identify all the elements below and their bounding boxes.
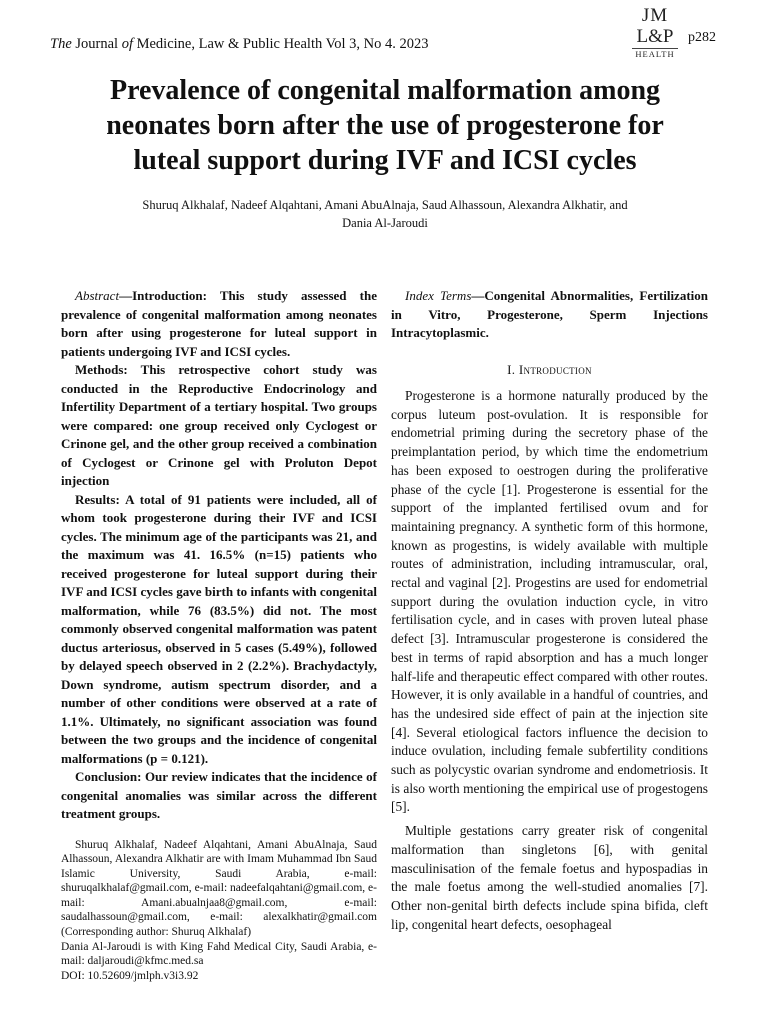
doi: DOI: 10.52609/jmlph.v3i3.92 (61, 969, 199, 982)
abstract-results: Results: A total of 91 patients were included, all of whom took progesterone during their IVF and ICSI cycles. The minimum age of the participants was 21, and the maximum was 41. 16.5% (n=15) patients who received progesterone for luteal support during their IVF and ICSI cycles gave birth to infants with congenital malformation, while 76 (83.5%) did not. The most commonly observed congenital malformation was patent ductus arteriosus, observed in 5 cases (5.49%), followed by delayed speech observed in 2 (2.2%). Brachydactyly, Down syndrome, autism spectrum disorder, and a number of other conditions were observed at a rate of 1.1%. Ultimately, no significant association was found between the two groups and the incidence of congenital malformations (p = 0.121). (61, 491, 377, 766)
title-line-1: Prevalence of congenital malformation among (109, 75, 661, 106)
journal-name-b: Medicine, Law & Public Health Vol 3, No 4. 2023 (136, 36, 429, 52)
logo-line-1: JM (641, 5, 669, 26)
journal-name-a: Journal (75, 36, 119, 52)
affiliation-2: Dania Al-Jaroudi is with King Fahd Medical City, Saudi Arabia, e-mail: daljaroudi@kfmc.med.sa (61, 940, 377, 968)
authors-line-2: Dania Al-Jaroudi (342, 216, 428, 230)
title-line-3: luteal support during IVF and ICSI cycles (133, 145, 637, 176)
section-heading-introduction: I. Introduction (507, 361, 592, 377)
affiliation-1: Shuruq Alkhalaf, Nadeef Alqahtani, Amani AbuAlnaja, Saud Alhassoun, Alexandra Alkhatir are with Imam Muhammad Ibn Saud Islamic University, Saudi Arabia, e-mail: shuruqalkhalaf@gmail.com, e-mail: nadeefalqahtani@gmail.com, e-mail: Amani.abualnjaa8@gmail.com, e-mail: saudalhassoun@gmail.com, e-mail: alexalkhatir@gmail.com (Corresponding author: Shuruq Alkhalaf) (61, 838, 377, 939)
logo-line-3: HEALTH (632, 48, 678, 59)
introduction-body (391, 387, 708, 934)
author-affiliations (61, 838, 377, 984)
journal-citation (50, 36, 428, 53)
right-column (391, 287, 708, 934)
title-line-2: neonates born after the use of progesterone for (106, 110, 664, 141)
left-column (61, 287, 377, 983)
intro-paragraph-2: Multiple gestations carry greater risk of congenital malformation than singletons [6], with genital masculinisation of the female foetus and hypospadias in the male foetus among the well-studied anomalies [7]. Other non-genital birth defects include spina bifida, cleft lip, congenital heart defects, oesophageal (391, 823, 708, 932)
index-terms-label: Index Terms (405, 288, 472, 303)
abstract-intro-text: —Introduction: This study assessed the prevalence of congenital malformation among neonates born after using progesterone for luteal support in patients undergoing IVF and ICSI cycles. (61, 288, 377, 359)
author-list (100, 196, 670, 232)
abstract-methods: Methods: This retrospective cohort study was conducted in the Reproductive Endocrinology and Infertility Department of a tertiary hospital. Two groups were compared: one group received only Cyclogest or Crinone gel, and the other group received a combination of Cyclogest or Crinone gel with Proluton Depot injection (61, 362, 377, 488)
index-terms-text: —Congenital Abnormalities, Fertilization in Vitro, Progesterone, Sperm Injections Intracytoplasmic. (391, 288, 708, 340)
abstract-conclusion: Conclusion: Our review indicates that the incidence of congenital anomalies was similar across the different treatment groups. (61, 769, 377, 821)
journal-logo (632, 6, 678, 59)
authors-line-1: Shuruq Alkhalaf, Nadeef Alqahtani, Amani AbuAlnaja, Saud Alhassoun, Alexandra Alkhatir, and (142, 198, 628, 212)
logo-line-2: L&P (636, 26, 674, 47)
page-number: p282 (688, 30, 716, 45)
paper-title (40, 73, 730, 178)
abstract-intro (61, 287, 377, 361)
index-terms (391, 287, 708, 343)
intro-paragraph-1: Progesterone is a hormone naturally produced by the corpus luteum post-ovulation. It is responsible for endometrial priming during the secretory phase of the preimplantation period, by which time the endometrium has been exposed to oestrogen during the proliferative phase of the cycle [1]. Progesterone is essential for the support of the implanted fertilised ovum and for maintaining pregnancy. A synthetic form of this hormone, known as progestins, is widely available with multiple routes of administration, including intramuscular, oral, rectal and vaginal [2]. Progestins are used for endometrial support during the ovulation induction cycle, in vitro fertilisation cycle, and in cases with proven luteal phase defect [3]. Intramuscular progesterone is considered the best in terms of rapid absorption and has a much longer half-life and therapeutic effect compared with other routes. However, it is only available in a handful of countries, and has the undesired side effect of pain at the injection site [4]. Several etiological factors influence the decision to induce ovulation, including female subfertility conditions such as polycystic ovarian syndrome and endometriosis. It is also worth mentioning the empirical use of progestogens [5]. (391, 388, 708, 815)
journal-the: The (50, 36, 72, 52)
journal-of: of (121, 36, 133, 52)
abstract-label: Abstract (75, 288, 120, 303)
